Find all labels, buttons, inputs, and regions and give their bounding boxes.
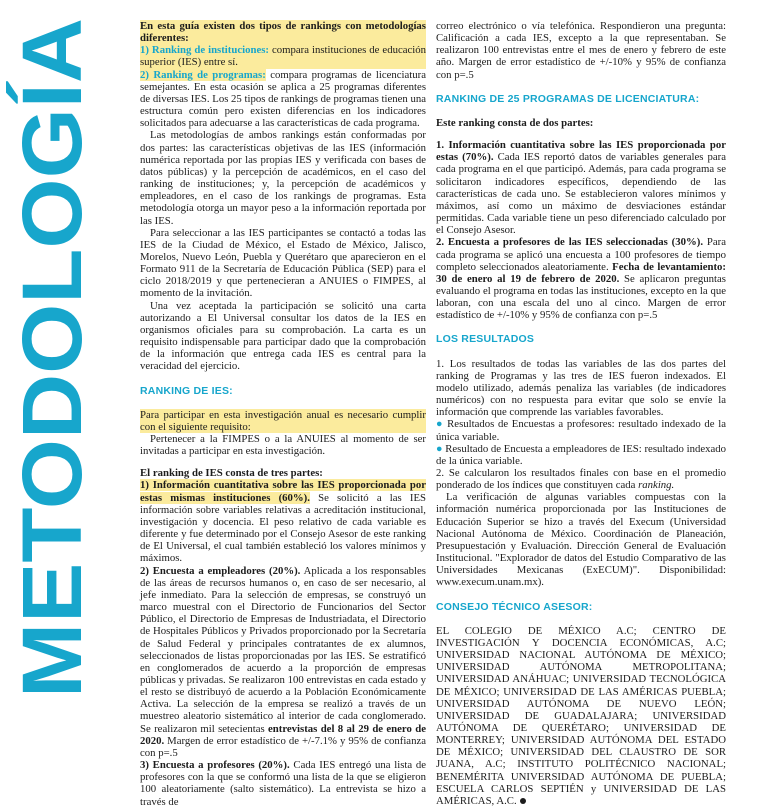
heading-ranking-25-programas: RANKING DE 25 PROGRAMAS DE LICENCIATURA: xyxy=(436,92,700,105)
part2-text-b: Margen de error estadístico de +/-7.1% y 95% de confianza con p=.5 xyxy=(140,734,426,759)
part3-text: Cada IES entregó una lista de profesores con la que se conformó una lista de la que se eligieron 100 aleatoriamente (salto sistemático). La entrevista se hizo a través de xyxy=(140,759,426,808)
r1-text: Cada IES reportó datos de variables generales para cada programa en el que participó. Además, para cada programa se solicitaron indicadores específicos, dependiendo de las características de cada uno. Se establecieron valores mínimos y máximos, así como un máximo de desviaciones estándar permitidas. Cada variable tiene un peso diferenciado calculado por el Consejo Asesor. xyxy=(436,151,726,237)
column-left xyxy=(140,20,426,808)
side-title-text: METODOLOGÍA xyxy=(5,64,99,698)
item1-text: compara instituciones de educación superior (IES) entre sí. xyxy=(140,44,427,69)
item2-label: 2) Ranking de programas: xyxy=(140,68,266,81)
ranking-part2 xyxy=(436,236,726,321)
paragraph-consejo xyxy=(436,625,726,807)
ranking-part1 xyxy=(436,139,726,236)
part2-dates: entrevistas del 8 al 29 de enero de 2020. xyxy=(140,722,426,747)
part3 xyxy=(140,759,426,808)
res2-text: 2. Se calcularon los resultados finales con base en el promedio ponderado de los índices que constituyen cada xyxy=(436,467,726,492)
r2-text-a: Para cada programa se aplicó una encuesta a 100 profesores de tiempo completo seleccionados aleatoriamente. xyxy=(436,236,726,273)
part1 xyxy=(140,479,426,564)
bullet-empleadores xyxy=(436,443,726,467)
resultados-1: 1. Los resultados de todas las variables de las dos partes del ranking de Programas y las tres de IES fueron indexados. El modelo utilizado, además penaliza las variables (de indicadores numéricos) con no respuesta para evitar que solo se envíe la información que comprende las variables favorables. xyxy=(436,357,726,419)
paragraph-verificacion: La verificación de algunas variables compuestas con la información numérica proporcionada por las Instituciones de Educación Superior se hizo a través del Execum (Universidad Nacional Autónoma de México. Coordinación de Planeación, Presupuestación y Evaluación. Dirección General de Evaluación Institucional. "Explorador de datos del Estudio Comparativo de las Universidades Mexicanas (ExECUM)". Disponibilidad: www.execum.unam.mx). xyxy=(436,491,726,589)
r1-label: 1. Información cuantitativa sobre las IES proporcionada por estas (70%). xyxy=(436,139,726,164)
res2-ranking-word: ranking. xyxy=(638,479,675,492)
resultados-2 xyxy=(436,467,726,491)
heading-dos-partes: Este ranking consta de dos partes: xyxy=(436,116,594,129)
bullet1-text: Resultados de Encuestas a profesores: resultado indexado de la única variable. xyxy=(436,418,726,443)
r2-dates: Fecha de levantamiento: 30 de enero al 19 de febrero de 2020. xyxy=(436,260,727,285)
heading-tres-partes: El ranking de IES consta de tres partes: xyxy=(140,467,323,480)
part2 xyxy=(140,565,426,760)
r2-text-b: Se aplicaron preguntas evaluando el programa en todas las instituciones, excepto en la que laboran, con una escala del uno al cinco. Margen de error estadístico de +/-10% y 95% de confianza con p=.5 xyxy=(436,272,726,322)
end-mark-icon xyxy=(520,798,526,804)
item1-label: 1) Ranking de instituciones: xyxy=(140,44,270,57)
paragraph-accept: Una vez aceptada la participación se solicitó una carta autorizando a El Universal consultar los datos de la IES en organismos oficiales para su comprobación. La carta es un requisito indispensable para participar dado que la comprobación de la información que entrega cada IES es central para la veracidad del ejercicio. xyxy=(140,299,426,373)
part2-text-a: Aplicada a los responsables de las áreas de recursos humanos o, en caso de ser necesario, al jefe inmediato. Para la selección de empresas, se construyó un marco muestral con el Directorio de Funcionarios del Sector Público, el Directorio de Empresas de Industriadata, el Directorio de Hospitales Públicos y Privados proporcionado por la Secretaría de Salud Federal y principales contratantes de ex alumnos, seleccionados de listas proporcionadas por las IES. Se estratificó en conglomerados de acuerdo a la proporción de empresas públicas y privadas. Se realizaron 100 entrevistas en cada estado y el resto se distribuyó de acuerdo a la Población Económicamente Activa. La selección de la empresa se realizó a través de un muestreo aleatorio sistemático al interior de cada conglomerado. Se realizaron mil setecientas xyxy=(140,564,426,735)
paragraph-select: Para seleccionar a las IES participantes se contactó a todas las IES de la Ciudad de México, el Estado de México, Jalisco, Morelos, Nuevo León, Puebla y Querétaro que aparecieron en el Formato 911 de la Secretaría de Educación Pública (SEP) para el ciclo 2018/2019 y que pertenecieran a ANUIES o FIMPES, al momento de la invitación. xyxy=(140,226,426,300)
heading-consejo: CONSEJO TÉCNICO ASESOR: xyxy=(436,600,593,613)
paragraph-pertenecer: Pertenecer a la FIMPES o a la ANUIES al momento de ser invitadas a participar en esta investigación. xyxy=(140,433,426,458)
bullet-dot-icon: ● xyxy=(436,418,448,431)
part3-label: 3) Encuesta a profesores (20%). xyxy=(140,759,290,772)
paragraph-continuation: correo electrónico o vía telefónica. Respondieron una pregunta: Calificación a cada IES, excepto a la que representaban. Se realizaron 100 entrevistas entre el mes de enero y febrero de este año. Margen de error estadístico de +/-10% y 95% de confianza con p=.5 xyxy=(436,20,726,81)
paragraph-methods: Las metodologías de ambos rankings están conformadas por dos partes: las características objetivas de las IES (información numérica reportada por las propias IES y verificada con bases de datos públicas) y la percepción de académicos, en el caso del ranking de instituciones; y, la percepción de académicos y empleadores, en el caso de los rankings de programas. Esta metodología otorga un mayor peso a la información reportada por las IES. xyxy=(140,129,426,227)
column-right xyxy=(436,20,726,807)
item-ranking-programas xyxy=(140,69,426,130)
part1-label: 1) Información cuantitativa sobre las IES proporcionada por estas mismas instituciones (60%). xyxy=(140,479,426,504)
bullet-profesores xyxy=(436,418,726,442)
intro-title: En esta guía existen dos tipos de rankings con metodologías diferentes: xyxy=(140,20,426,45)
item-ranking-instituciones xyxy=(140,44,426,68)
item2-text: compara programas de licenciatura semejantes. En esta ocasión se aplica a 25 programas diferentes de diversas IES. Los 25 tipos de rankings de programas tienen una estructura común pero existen diferencias en los indicadores solicitados para adecuarse a las características de cada programa. xyxy=(140,68,427,130)
heading-resultados: LOS RESULTADOS xyxy=(436,333,535,346)
side-title xyxy=(0,0,100,704)
part2-label: 2) Encuesta a empleadores (20%). xyxy=(140,564,301,577)
consejo-text: EL COLEGIO DE MÉXICO A.C; CENTRO DE INVESTIGACIÓN Y DOCENCIA ECONÓMICAS, A.C; UNIVERSIDAD NACIONAL AUTÓNOMA DE MÉXICO; UNIVERSIDAD AUTÓNOMA METROPOLITANA; UNIVERSIDAD ANÁHUAC; UNIVERSIDAD TECNOLÓGICA DE MÉXICO; UNIVERSIDAD DE LAS AMÉRICAS PUEBLA; UNIVERSIDAD AUTÓNOMA DE NUEVO LEÓN; UNIVERSIDAD DE GUADALAJARA; UNIVERSIDAD AUTÓNOMA DE QUERÉTARO; UNIVERSIDAD DE MONTERREY; UNIVERSIDAD AUTÓNOMA DEL ESTADO DE MÉXICO; UNIVERSIDAD DEL CLAUSTRO DE SOR JUANA, A.C; INSTITUTO POLITÉCNICO NACIONAL; BENEMÉRITA UNIVERSIDAD AUTÓNOMA DE PUEBLA; ESCUELA CARLOS SEPTIÉN y UNIVERSIDAD DE LAS AMÉRICAS, A.C. xyxy=(436,624,726,807)
bullet-dot-icon: ● xyxy=(436,442,446,455)
part1-text: Se solicitó a las IES información sobre variables relativas a acreditación institucional, investigación y docencia. El peso relativo de cada variable es diferente y fue determinado por el Consejo Asesor de este ranking de El Universal, el cual también estableció los valores mínimos y máximos. xyxy=(140,491,426,565)
paragraph-requisito: Para participar en esta investigación anual es necesario cumplir con el siguiente requisito: xyxy=(140,408,426,433)
r2-label: 2. Encuesta a profesores de las IES seleccionadas (30%). xyxy=(436,236,704,249)
heading-ranking-ies: RANKING DE IES: xyxy=(140,384,233,397)
bullet2-text: Resultado de Encuesta a empleadores de IES: resultado indexado de la única variable. xyxy=(436,442,726,467)
